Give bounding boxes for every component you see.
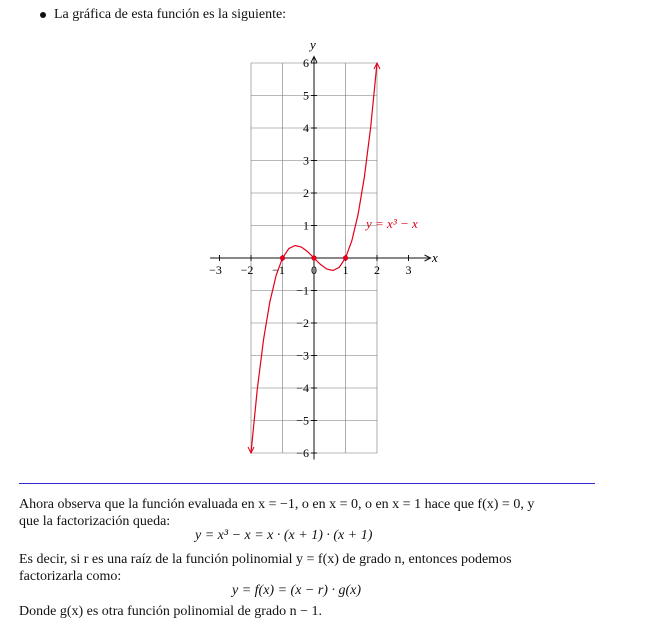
root-point <box>343 255 348 260</box>
intro-text: La gráfica de esta función es la siguiente: <box>54 7 287 22</box>
paragraph-3: Donde g(x) es otra función polinomial de grado n − 1. <box>19 604 322 619</box>
paragraph-1 <box>19 496 599 530</box>
y-axis-label: y <box>310 37 316 52</box>
y-tick-label: 6 <box>303 56 309 70</box>
y-tick-label: 5 <box>303 88 309 103</box>
y-tick-label: −3 <box>296 348 309 363</box>
y-tick-label: 2 <box>303 186 309 200</box>
root-point <box>280 255 285 260</box>
plot-axes <box>210 57 430 460</box>
section-divider <box>19 483 595 484</box>
factorization-equation: y = x³ − x = x · (x + 1) · (x + 1) <box>195 528 373 543</box>
function-label: y = x³ − x <box>366 216 418 231</box>
paragraph-2 <box>19 551 599 585</box>
general-factor-equation: y = f(x) = (x − r) · g(x) <box>232 583 362 598</box>
x-tick-label: −2 <box>240 263 254 277</box>
y-tick-label: −4 <box>296 381 309 395</box>
y-tick-label: 1 <box>303 218 309 233</box>
x-tick-label: 3 <box>405 263 412 277</box>
paragraph-2-line-2: factorizarla como: <box>19 569 122 584</box>
x-tick-label: −3 <box>209 263 222 277</box>
root-point <box>311 255 316 260</box>
y-tick-label: 3 <box>303 153 309 168</box>
paragraph-1-line-1: Ahora observa que la función evaluada en x = −1, o en x = 0, o en x = 1 hace que f(x) = 0, y <box>19 497 535 512</box>
y-tick-label: −2 <box>296 316 309 330</box>
y-tick-label: −6 <box>296 446 309 460</box>
x-axis-label: x <box>432 250 438 265</box>
y-tick-label: 4 <box>303 121 309 135</box>
x-tick-label: 1 <box>342 263 349 277</box>
paragraph-2-line-1: Es decir, si r es una raíz de la función polinomial y = f(x) de grado n, entonces podemos <box>19 552 512 567</box>
y-tick-label: −1 <box>296 283 309 298</box>
x-tick-label: 0 <box>311 263 317 277</box>
x-tick-label: −1 <box>272 263 285 277</box>
x-tick-label: 2 <box>374 263 380 277</box>
y-tick-label: −5 <box>296 413 309 428</box>
paragraph-1-line-2: que la factorización queda: <box>19 514 171 529</box>
